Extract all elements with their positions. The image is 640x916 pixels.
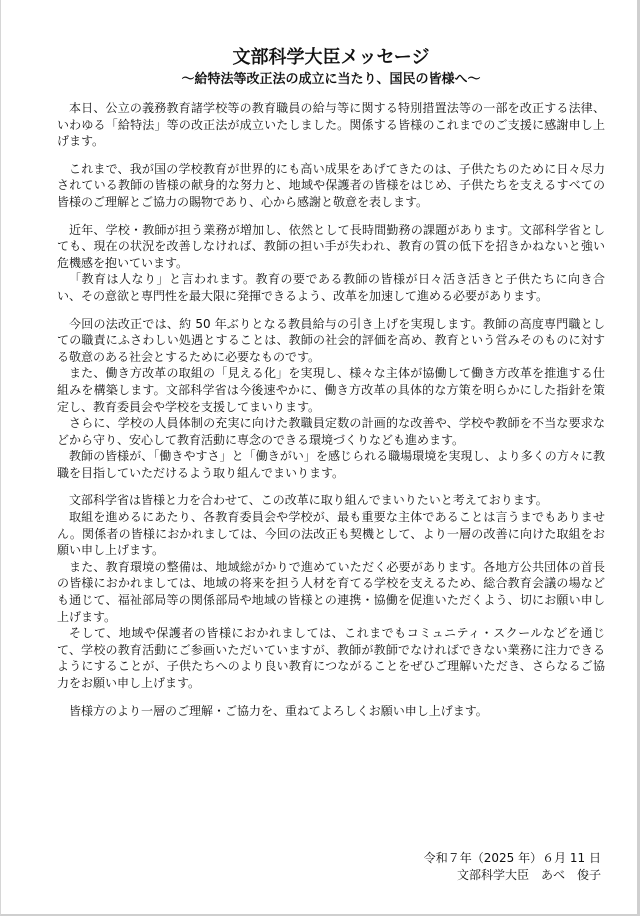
document-body (57, 46, 605, 719)
paragraph-11: また、教育環境の整備は、地域総がかりで進めていただく必要があります。各地方公共団体の首長の皆様におかれましては、地域の将来を担う人材を育てる学校を支えるため、総合教育会議の場なども通じて、福祉部局等の関係部局や地域の皆様との連携・協働を促進いただくよう、切にお願い申し上げます。 (57, 559, 605, 624)
document-date: 令和７年（2025 年）６月 11 日 (423, 851, 601, 865)
paragraph-1: 本日、公立の義務教育諸学校等の教育職員の給与等に関する特別措置法等の一部を改正する法律、いわゆる「給特法」等の改正法が成立いたしました。関係する皆様のこれまでのご支援に感謝申し上げます。 (57, 101, 605, 149)
message-paragraphs (57, 100, 605, 719)
paragraph-12: そして、地域や保護者の皆様におかれましては、これまでもコミュニティ・スクールなどを通じて、学校の教育活動にご参画いただいていますが、教師が教師でなければできない業務に注力できるようにすることが、子供たちへのより良い教育につながることをぜひご理解いただき、さらなるご協力をお願い申し上げます。 (57, 626, 605, 690)
paragraph-3: 近年、学校・教師が担う業務が増加し、依然として長時間勤務の課題があります。文部科学省としても、現在の状況を改善しなければ、教師の担い手が失われ、教育の質の低下を招きかねないと強い危機感を抱いています。 (57, 222, 605, 270)
paragraph-9: 文部科学省は皆様と力を合わせて、この改革に取り組んでまいりたいと考えております。 (69, 493, 548, 508)
paragraph-6: また、働き方改革の取組の「見える化」を実現し、様々な主体が協働して働き方改革を推進する仕組みを構築します。文部科学省は今後速やかに、働き方改革の具体的な方策を明らかにした指針を策定し、教育委員会や学校を支援してまいります。 (57, 366, 605, 414)
signature-block (424, 850, 601, 884)
paragraph-7: さらに、学校の人員体制の充実に向けた教職員定数の計画的な改善や、学校や教師を不当な要求などから守り、安心して教育活動に専念のできる環境づくりなども進めます。 (57, 416, 605, 447)
minister-signature: 文部科学大臣 あべ 俊子 (456, 868, 601, 882)
paragraph-13: 皆様方のより一層のご理解・ご協力を、重ねてよろしくお願い申し上げます。 (69, 703, 488, 718)
paragraph-10: 取組を進めるにあたり、各教育委員会や学校が、最も重要な主体であることは言うまでもありません。関係者の皆様におかれましては、今回の法改正も契機として、より一層の改善に向けた取組をお願い申し上げます。 (57, 510, 605, 558)
paragraph-4: 「教育は人なり」と言われます。教育の要である教師の皆様が日々活き活きと子供たちに向き合い、その意欲と専門性を最大限に発揮できるよう、改革を加速して進める必要があります。 (57, 272, 605, 303)
paragraph-2: これまで、我が国の学校教育が世界的にも高い成果をあげてきたのは、子供たちのために日々尽力されている教師の皆様の献身的な努力と、地域や保護者の皆様をはじめ、子供たちを支えるすべての皆様のご理解とご協力の賜物であり、心から感謝と敬意を表します。 (57, 161, 605, 209)
paragraph-8: 教師の皆様が、「働きやすさ」と「働きがい」を感じられる職場環境を実現し、より多くの方々に教職を目指していただけるよう取り組んでまいります。 (57, 449, 605, 480)
document-title: 文部科学大臣メッセージ (232, 47, 430, 68)
paragraph-5: 今回の法改正では、約 50 年ぶりとなる教員給与の引き上げを実現します。教師の高度専門職としての職責にふさわしい処遇とすることは、教師の社会的評価を高め、教育という営みそのものに対する敬意のある社会とするために必要なものです。 (57, 316, 605, 364)
document-subtitle: ～給特法等改正法の成立に当たり、国民の皆様へ～ (181, 72, 481, 87)
